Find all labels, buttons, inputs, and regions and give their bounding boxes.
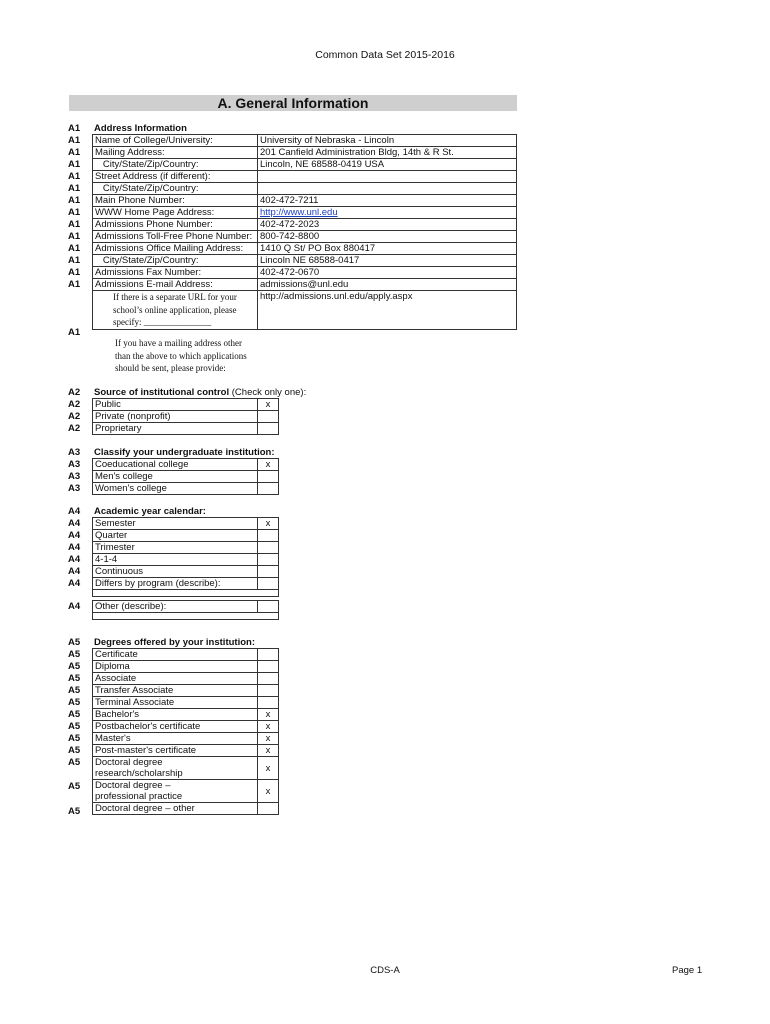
checkbox-cell[interactable]: x (258, 518, 279, 530)
question-code: A1 (68, 267, 81, 278)
table-row (93, 255, 517, 267)
table-row (93, 566, 279, 578)
question-code: A1 (68, 195, 81, 206)
question-code: A5 (68, 745, 81, 756)
field-label: Admissions Toll-Free Phone Number: (93, 231, 258, 243)
table-row (93, 219, 517, 231)
option-label: Associate (93, 673, 258, 685)
option-label: Trimester (93, 542, 258, 554)
field-label: City/State/Zip/Country: (93, 255, 258, 267)
question-code: A1 (68, 219, 81, 230)
table-row (93, 661, 279, 673)
field-value[interactable]: Lincoln, NE 68588-0419 USA (258, 159, 517, 171)
table-row (93, 578, 279, 590)
field-label: WWW Home Page Address: (93, 207, 258, 219)
checkbox-cell[interactable] (258, 423, 279, 435)
field-value[interactable] (258, 183, 517, 195)
question-code: A5 (68, 733, 81, 744)
question-code: A2 (68, 387, 81, 398)
table-row (93, 757, 279, 780)
question-code: A5 (68, 685, 81, 696)
field-value[interactable]: University of Nebraska - Lincoln (258, 135, 517, 147)
option-label: Differs by program (describe): (93, 578, 258, 590)
option-label: Private (nonprofit) (93, 411, 258, 423)
field-value[interactable]: 402-472-7211 (258, 195, 517, 207)
checkbox-cell[interactable] (258, 530, 279, 542)
a2-heading: Source of institutional control (Check only one): (94, 387, 307, 398)
mail-note: If you have a mailing address other than the above to which applications should be sent, please provide: (115, 338, 247, 373)
question-code: A1 (68, 159, 81, 170)
field-value[interactable] (258, 171, 517, 183)
table-row (93, 745, 279, 757)
describe-field[interactable] (93, 613, 279, 620)
option-label: Women's college (93, 483, 258, 495)
table-row (93, 697, 279, 709)
checkbox-cell[interactable] (258, 673, 279, 685)
table-row (93, 135, 517, 147)
table-row (93, 159, 517, 171)
classification-table (92, 458, 279, 495)
question-code: A3 (68, 483, 81, 494)
question-code: A1 (68, 327, 81, 338)
address-table (92, 134, 517, 330)
question-code: A2 (68, 411, 81, 422)
checkbox-cell[interactable]: x (258, 709, 279, 721)
option-label: Men's college (93, 471, 258, 483)
url-note: If there is a separate URL for your school’s online application, please specify: _______________ (93, 291, 258, 330)
page-number: Page 1 (672, 965, 703, 976)
table-row (93, 554, 279, 566)
checkbox-cell[interactable]: x (258, 745, 279, 757)
option-label: Master's (93, 733, 258, 745)
question-code: A5 (68, 781, 81, 792)
table-row (93, 518, 279, 530)
option-label: Certificate (93, 649, 258, 661)
option-label: Doctoral degree – professional practice (93, 780, 258, 803)
option-label: Doctoral degree research/scholarship (93, 757, 258, 780)
checkbox-cell[interactable]: x (258, 757, 279, 780)
question-code: A5 (68, 661, 81, 672)
table-row (93, 147, 517, 159)
calendar-table (92, 517, 279, 597)
table-row (93, 411, 279, 423)
question-code: A5 (68, 721, 81, 732)
checkbox-cell[interactable] (258, 578, 279, 590)
checkbox-cell[interactable]: x (258, 733, 279, 745)
table-row (93, 733, 279, 745)
option-label: Bachelor's (93, 709, 258, 721)
field-value[interactable]: admissions@unl.edu (258, 279, 517, 291)
table-row (93, 530, 279, 542)
control-table (92, 398, 279, 435)
field-label: Admissions Office Mailing Address: (93, 243, 258, 255)
field-value[interactable]: Lincoln NE 68588-0417 (258, 255, 517, 267)
checkbox-cell[interactable] (258, 483, 279, 495)
question-code: A5 (68, 697, 81, 708)
section-title: A. General Information (69, 95, 517, 111)
checkbox-cell[interactable] (258, 661, 279, 673)
a3-heading: Classify your undergraduate institution: (94, 447, 275, 458)
option-label: Diploma (93, 661, 258, 673)
table-row (93, 613, 279, 620)
option-label: Other (describe): (93, 601, 258, 613)
question-code: A1 (68, 207, 81, 218)
field-value[interactable]: 1410 Q St/ PO Box 880417 (258, 243, 517, 255)
table-row (93, 542, 279, 554)
checkbox-cell[interactable] (258, 542, 279, 554)
field-label: Main Phone Number: (93, 195, 258, 207)
a3-codes (68, 447, 80, 495)
degrees-table (92, 648, 279, 815)
application-url[interactable]: http://admissions.unl.edu/apply.aspx (258, 291, 517, 330)
question-code: A4 (68, 518, 81, 529)
question-code: A4 (68, 601, 81, 612)
a4-heading: Academic year calendar: (94, 506, 206, 517)
checkbox-cell[interactable] (258, 685, 279, 697)
question-code: A3 (68, 459, 81, 470)
field-label: Street Address (if different): (93, 171, 258, 183)
option-label: Terminal Associate (93, 697, 258, 709)
question-code: A5 (68, 709, 81, 720)
option-label: Quarter (93, 530, 258, 542)
a5-heading: Degrees offered by your institution: (94, 637, 255, 648)
question-code: A4 (68, 566, 81, 577)
table-row (93, 483, 279, 495)
option-label: Proprietary (93, 423, 258, 435)
table-row (93, 195, 517, 207)
checkbox-cell[interactable] (258, 554, 279, 566)
question-code: A5 (68, 757, 81, 768)
question-code: A1 (68, 171, 81, 182)
question-code: A4 (68, 506, 81, 517)
question-code: A3 (68, 471, 81, 482)
field-label: Name of College/University: (93, 135, 258, 147)
checkbox-cell[interactable]: x (258, 780, 279, 803)
checkbox-cell[interactable] (258, 411, 279, 423)
field-label: Admissions Phone Number: (93, 219, 258, 231)
table-row (93, 601, 279, 613)
field-label: City/State/Zip/Country: (93, 159, 258, 171)
table-row (93, 279, 517, 291)
checkbox-cell[interactable] (258, 601, 279, 613)
question-code: A5 (68, 806, 81, 817)
table-row (93, 231, 517, 243)
question-code: A1 (68, 231, 81, 242)
field-label: Admissions E-mail Address: (93, 279, 258, 291)
question-code: A1 (68, 279, 81, 290)
other-calendar-table (92, 600, 279, 620)
question-code: A1 (68, 255, 81, 266)
option-label: 4-1-4 (93, 554, 258, 566)
table-row (93, 685, 279, 697)
table-row (93, 780, 279, 803)
table-row (93, 243, 517, 255)
option-label: Post-master's certificate (93, 745, 258, 757)
checkbox-cell[interactable] (258, 471, 279, 483)
table-row (93, 649, 279, 661)
a5-codes (68, 637, 80, 757)
field-value[interactable]: 402-472-2023 (258, 219, 517, 231)
question-code: A4 (68, 542, 81, 553)
a1-heading: Address Information (94, 123, 187, 134)
document-header: Common Data Set 2015-2016 (315, 49, 455, 61)
table-row (93, 183, 517, 195)
table-row (93, 459, 279, 471)
option-label: Semester (93, 518, 258, 530)
question-code: A1 (68, 147, 81, 158)
table-row (93, 590, 279, 597)
option-label: Public (93, 399, 258, 411)
homepage-link[interactable]: http://www.unl.edu (258, 207, 517, 219)
table-row (93, 673, 279, 685)
question-code: A2 (68, 399, 81, 410)
table-row (93, 721, 279, 733)
field-label: City/State/Zip/Country: (93, 183, 258, 195)
checkbox-cell[interactable] (258, 649, 279, 661)
question-code: A5 (68, 637, 81, 648)
checkbox-cell[interactable]: x (258, 399, 279, 411)
checkbox-cell[interactable] (258, 566, 279, 578)
field-label: Admissions Fax Number: (93, 267, 258, 279)
field-value[interactable]: 800-742-8800 (258, 231, 517, 243)
a4-codes (68, 506, 80, 590)
a2-codes (68, 387, 80, 435)
option-label: Transfer Associate (93, 685, 258, 697)
table-row (93, 803, 279, 815)
question-code: A1 (68, 243, 81, 254)
option-label: Doctoral degree – other (93, 803, 258, 815)
question-code: A1 (68, 123, 81, 134)
question-code: A5 (68, 673, 81, 684)
checkbox-cell[interactable] (258, 803, 279, 815)
a1-codes (68, 123, 80, 291)
field-value[interactable]: 201 Canfield Administration Bldg, 14th & R St. (258, 147, 517, 159)
table-row (93, 291, 517, 330)
table-row (93, 709, 279, 721)
question-code: A5 (68, 649, 81, 660)
question-code: A1 (68, 183, 81, 194)
checkbox-cell[interactable] (258, 697, 279, 709)
question-code: A3 (68, 447, 81, 458)
table-row (93, 471, 279, 483)
question-code: A4 (68, 578, 81, 589)
field-value[interactable]: 402-472-0670 (258, 267, 517, 279)
option-label: Continuous (93, 566, 258, 578)
describe-field[interactable] (93, 590, 279, 597)
table-row (93, 171, 517, 183)
question-code: A4 (68, 530, 81, 541)
table-row (93, 267, 517, 279)
option-label: Postbachelor's certificate (93, 721, 258, 733)
table-row (93, 399, 279, 411)
field-label: Mailing Address: (93, 147, 258, 159)
table-row (93, 207, 517, 219)
checkbox-cell[interactable]: x (258, 459, 279, 471)
table-row (93, 423, 279, 435)
question-code: A1 (68, 135, 81, 146)
question-code: A4 (68, 554, 81, 565)
footer-section-code: CDS-A (370, 965, 400, 976)
option-label: Coeducational college (93, 459, 258, 471)
checkbox-cell[interactable]: x (258, 721, 279, 733)
question-code: A2 (68, 423, 81, 434)
